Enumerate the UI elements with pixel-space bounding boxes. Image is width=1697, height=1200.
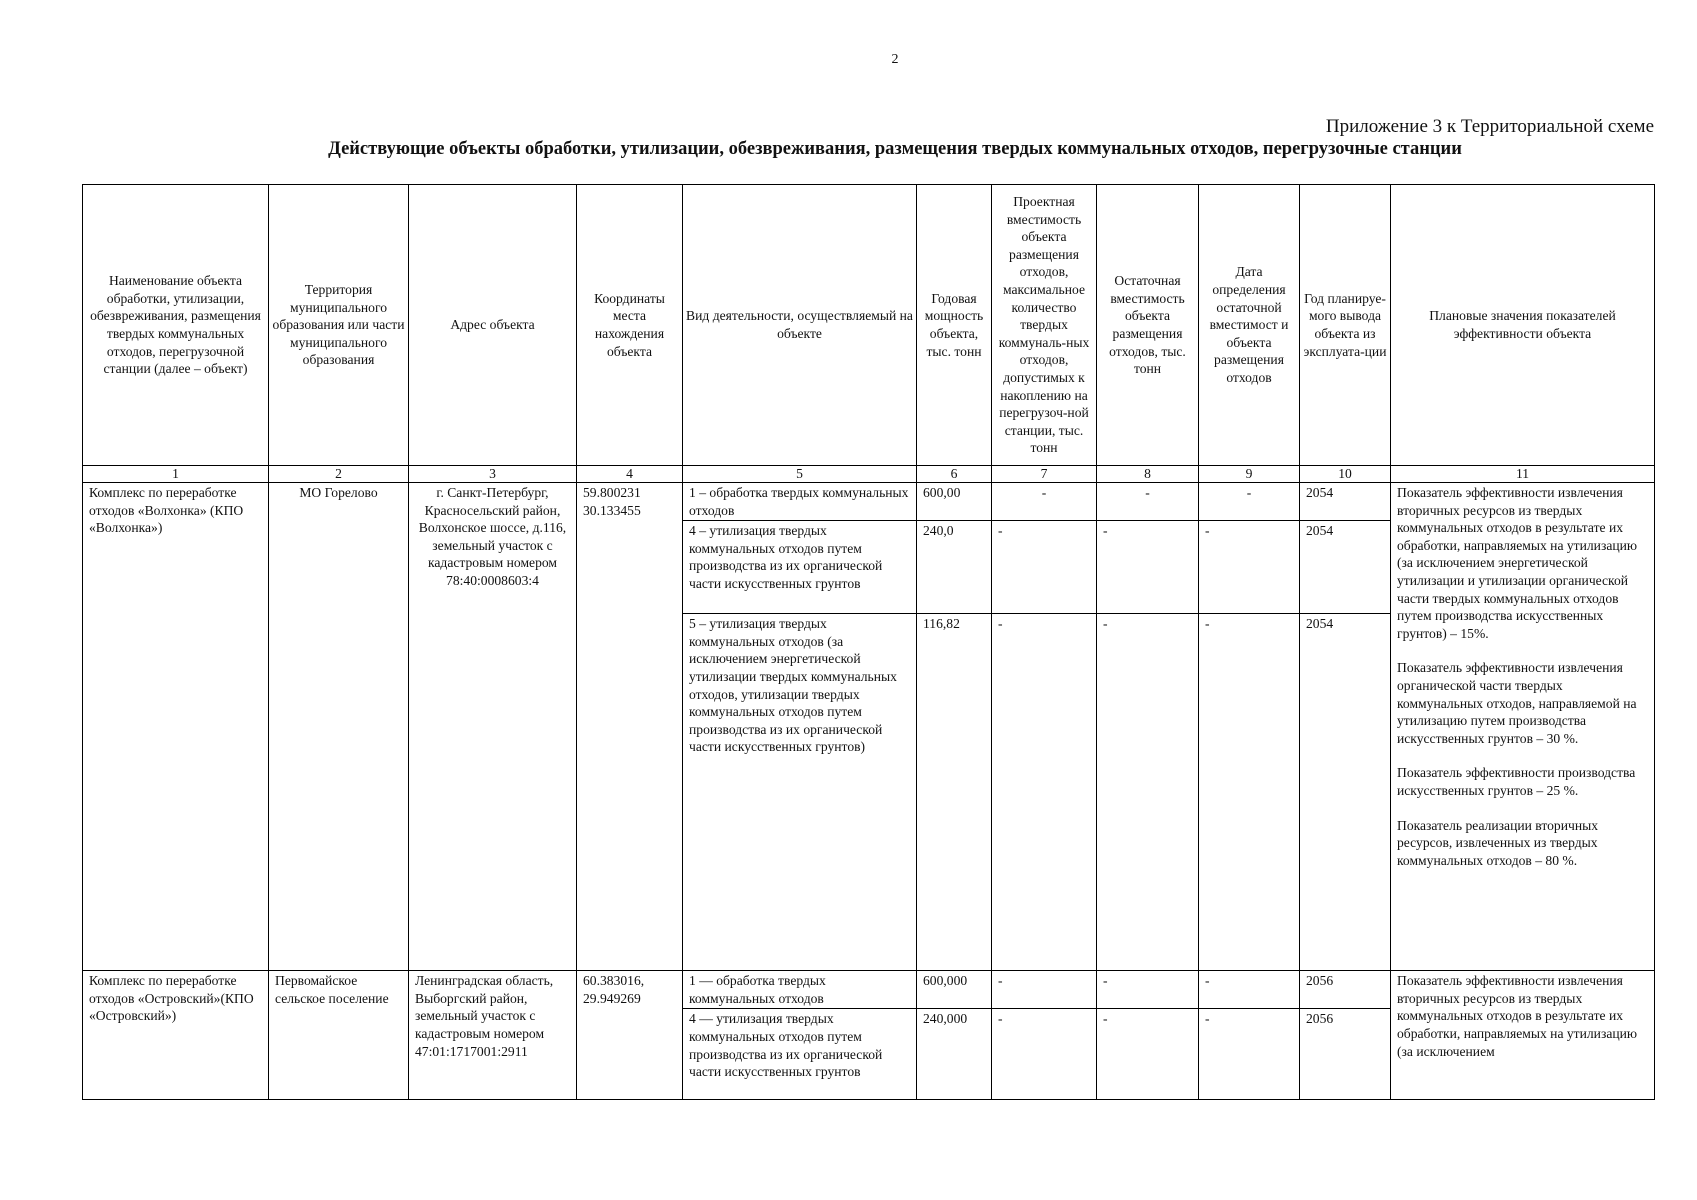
remaining-capacity: - — [1097, 971, 1199, 1009]
column-number-row — [83, 466, 1655, 483]
activity: 1 — обработка твердых коммунальных отходов — [683, 971, 917, 1009]
annual-capacity: 600,000 — [917, 971, 992, 1009]
table-header-row — [83, 185, 1655, 466]
column-number: 10 — [1300, 466, 1391, 483]
indicator-text: Показатель реализации вторичных ресурсов, извлеченных из твердых коммунальных отходов – 80 %. — [1397, 817, 1599, 868]
annual-capacity: 600,00 — [917, 483, 992, 521]
indicator-text: Показатель эффективности извлечения вторичных ресурсов из твердых коммунальных отходов в результате их обработки, направляемых на утилизацию (за исключением энергетической утилизации и утилизации органической части твердых коммунальных отходов путем производства искусственных грунтов) – 15%. — [1397, 485, 1638, 641]
annual-capacity: 240,0 — [917, 521, 992, 614]
column-number: 3 — [409, 466, 577, 483]
address: Ленинградская область, Выборгский район, земельный участок с кадастровым номером 47:01:1717001:2911 — [409, 971, 577, 1100]
remaining-date: - — [1199, 483, 1300, 521]
annual-capacity: 240,000 — [917, 1009, 992, 1100]
header-cell: Адрес объекта — [409, 185, 577, 466]
header-cell: Годовая мощность объекта, тыс. тонн — [917, 185, 992, 466]
header-cell: Координаты места нахождения объекта — [577, 185, 683, 466]
remaining-date: - — [1199, 971, 1300, 1009]
column-number: 6 — [917, 466, 992, 483]
indicator-text: Показатель эффективности производства искусственных грунтов – 25 %. — [1397, 765, 1636, 798]
annual-capacity: 116,82 — [917, 614, 992, 971]
header-cell: Проектная вместимость объекта размещения отходов, максимальное количество твердых коммуналь-ных отходов, допустимых к накоплению на перегрузоч-ной станции, тыс. тонн — [992, 185, 1097, 466]
remaining-capacity: - — [1097, 1009, 1199, 1100]
coordinates: 59.800231 30.133455 — [577, 483, 683, 971]
design-capacity: - — [992, 521, 1097, 614]
decommission-year: 2056 — [1300, 1009, 1391, 1100]
decommission-year: 2056 — [1300, 971, 1391, 1009]
decommission-year: 2054 — [1300, 521, 1391, 614]
activity: 4 — утилизация твердых коммунальных отходов путем производства из их органической части искусственных грунтов — [683, 1009, 917, 1100]
design-capacity: - — [992, 483, 1097, 521]
activity: 4 – утилизация твердых коммунальных отходов путем производства из их органической части искусственных грунтов — [683, 521, 917, 614]
remaining-date: - — [1199, 521, 1300, 614]
header-cell: Год планируе-мого вывода объекта из эксплуата-ции — [1300, 185, 1391, 466]
object-name: Комплекс по переработке отходов «Островский»(КПО «Островский») — [83, 971, 269, 1100]
remaining-date: - — [1199, 614, 1300, 971]
remaining-date: - — [1199, 1009, 1300, 1100]
efficiency-indicators — [1391, 483, 1655, 971]
design-capacity: - — [992, 971, 1097, 1009]
page-title: Действующие объекты обработки, утилизации, обезвреживания, размещения твердых коммунальных отходов, перегрузочные станции — [328, 139, 1462, 159]
efficiency-indicators — [1391, 971, 1655, 1100]
design-capacity: - — [992, 614, 1097, 971]
remaining-capacity: - — [1097, 614, 1199, 971]
header-cell: Дата определения остаточной вместимост и объекта размещения отходов — [1199, 185, 1300, 466]
header-cell: Остаточная вместимость объекта размещения отходов, тыс. тонн — [1097, 185, 1199, 466]
territory: Первомайское сельское поселение — [269, 971, 409, 1100]
column-number: 2 — [269, 466, 409, 483]
activity: 5 – утилизация твердых коммунальных отходов (за исключением энергетической утилизации твердых коммунальных отходов, утилизации твердых коммунальных отходов путем производства из их органической части искусственных грунтов) — [683, 614, 917, 971]
column-number: 8 — [1097, 466, 1199, 483]
address: г. Санкт-Петербург, Красносельский район, Волхонское шоссе, д.116, земельный участок с кадастровым номером 78:40:0008603:4 — [409, 483, 577, 971]
column-number: 9 — [1199, 466, 1300, 483]
territory: МО Горелово — [269, 483, 409, 971]
design-capacity: - — [992, 1009, 1097, 1100]
object-name: Комплекс по переработке отходов «Волхонка» (КПО «Волхонка») — [83, 483, 269, 971]
header-cell: Территория муниципального образования или части муниципального образования — [269, 185, 409, 466]
column-number: 7 — [992, 466, 1097, 483]
header-cell: Наименование объекта обработки, утилизации, обезвреживания, размещения твердых коммунальных отходов, перегрузочной станции (далее – объект) — [83, 185, 269, 466]
remaining-capacity: - — [1097, 521, 1199, 614]
column-number: 1 — [83, 466, 269, 483]
remaining-capacity: - — [1097, 483, 1199, 521]
coordinates: 60.383016, 29.949269 — [577, 971, 683, 1100]
page-number: 2 — [891, 52, 899, 67]
table-row — [83, 971, 1655, 1009]
table-row — [83, 483, 1655, 521]
decommission-year: 2054 — [1300, 614, 1391, 971]
activity: 1 – обработка твердых коммунальных отходов — [683, 483, 917, 521]
decommission-year: 2054 — [1300, 483, 1391, 521]
header-cell: Вид деятельности, осуществляемый на объекте — [683, 185, 917, 466]
appendix-label: Приложение 3 к Территориальной схеме — [1325, 116, 1654, 137]
indicator-text: Показатель эффективности извлечения вторичных ресурсов из твердых коммунальных отходов в результате их обработки, направляемых на утилизацию (за исключением — [1397, 973, 1638, 1059]
header-cell: Плановые значения показателей эффективности объекта — [1391, 185, 1655, 466]
indicator-text: Показатель эффективности извлечения органической части твердых коммунальных отходов, направляемой на утилизацию путем производства искусственных грунтов – 30 %. — [1397, 660, 1637, 746]
column-number: 11 — [1391, 466, 1655, 483]
column-number: 4 — [577, 466, 683, 483]
column-number: 5 — [683, 466, 917, 483]
objects-table — [82, 184, 1655, 1100]
